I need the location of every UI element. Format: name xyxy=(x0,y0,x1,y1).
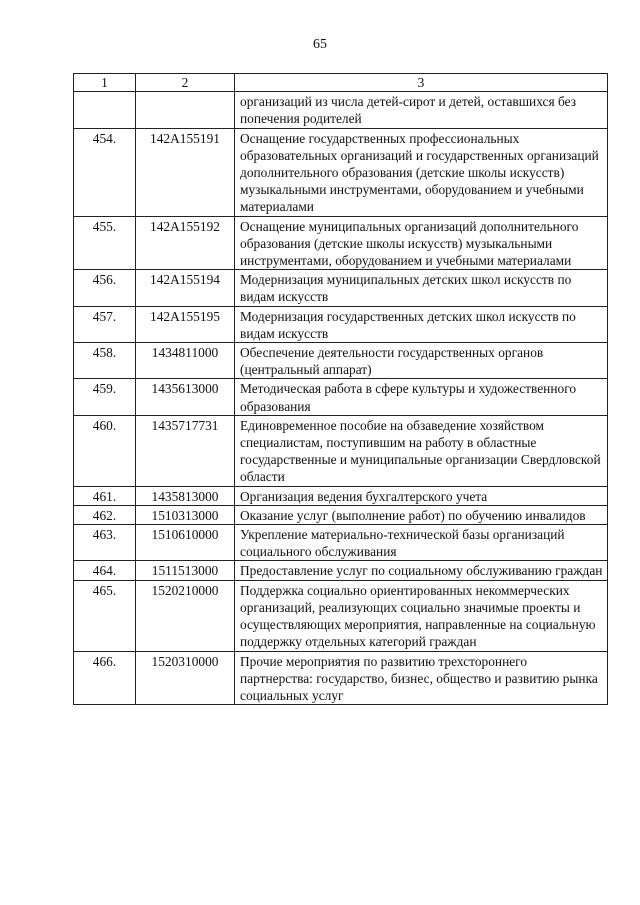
column-header-number: 1 xyxy=(74,74,136,92)
row-number-cell: 466. xyxy=(74,651,136,705)
row-code-cell xyxy=(136,92,235,128)
table-row xyxy=(74,651,608,705)
column-header-code: 2 xyxy=(136,74,235,92)
table-row xyxy=(74,379,608,415)
row-code-cell: 142A155191 xyxy=(136,128,235,216)
table-header-row xyxy=(74,74,608,92)
row-name-cell: Обеспечение деятельности государственных органов (центральный аппарат) xyxy=(235,343,608,379)
row-name-cell: Модернизация государственных детских школ искусств по видам искусств xyxy=(235,306,608,342)
row-name-cell: Методическая работа в сфере культуры и художественного образования xyxy=(235,379,608,415)
row-name-cell: Организация ведения бухгалтерского учета xyxy=(235,486,608,505)
row-number-cell: 458. xyxy=(74,343,136,379)
row-code-cell: 1511513000 xyxy=(136,561,235,580)
row-name-cell: Оснащение муниципальных организаций дополнительного образования (детские школы искусств) музыкальными инструментами, оборудованием и учебными материалами xyxy=(235,216,608,270)
row-name-cell: Оказание услуг (выполнение работ) по обучению инвалидов xyxy=(235,505,608,524)
row-number-cell: 456. xyxy=(74,270,136,306)
row-code-cell: 1435813000 xyxy=(136,486,235,505)
table-row xyxy=(74,92,608,128)
row-name-cell: Прочие мероприятия по развитию трехстороннего партнерства: государство, бизнес, общество и развитию рынка социальных услуг xyxy=(235,651,608,705)
row-name-cell: организаций из числа детей-сирот и детей, оставшихся без попечения родителей xyxy=(235,92,608,128)
row-number-cell: 457. xyxy=(74,306,136,342)
page-number: 65 xyxy=(313,37,327,52)
table-row xyxy=(74,128,608,216)
row-code-cell: 142A155192 xyxy=(136,216,235,270)
row-name-cell: Поддержка социально ориентированных некоммерческих организаций, реализующих социально значимые проекты и осуществляющих мероприятия, направленные на социальную поддержку отдельных категорий граждан xyxy=(235,580,608,651)
row-number-cell: 462. xyxy=(74,505,136,524)
row-name-cell: Модернизация муниципальных детских школ искусств по видам искусств xyxy=(235,270,608,306)
row-number-cell: 459. xyxy=(74,379,136,415)
column-header-name: 3 xyxy=(235,74,608,92)
row-code-cell: 1520310000 xyxy=(136,651,235,705)
table-body xyxy=(74,92,608,705)
row-number-cell: 464. xyxy=(74,561,136,580)
table-row xyxy=(74,306,608,342)
row-name-cell: Единовременное пособие на обзаведение хозяйством специалистам, поступившим на работу в областные государственные и муниципальные организации Свердловской области xyxy=(235,415,608,486)
table-row xyxy=(74,270,608,306)
row-code-cell: 1435613000 xyxy=(136,379,235,415)
table-row xyxy=(74,343,608,379)
row-number-cell xyxy=(74,92,136,128)
table-row xyxy=(74,505,608,524)
table-row xyxy=(74,525,608,561)
table-row xyxy=(74,580,608,651)
row-name-cell: Предоставление услуг по социальному обслуживанию граждан xyxy=(235,561,608,580)
row-number-cell: 455. xyxy=(74,216,136,270)
row-code-cell: 142A155195 xyxy=(136,306,235,342)
row-number-cell: 461. xyxy=(74,486,136,505)
table-row xyxy=(74,415,608,486)
row-code-cell: 1510610000 xyxy=(136,525,235,561)
row-code-cell: 1434811000 xyxy=(136,343,235,379)
row-code-cell: 1510313000 xyxy=(136,505,235,524)
row-number-cell: 465. xyxy=(74,580,136,651)
table-row xyxy=(74,486,608,505)
row-number-cell: 454. xyxy=(74,128,136,216)
row-code-cell: 142A155194 xyxy=(136,270,235,306)
row-name-cell: Оснащение государственных профессиональных образовательных организаций и государственных организаций дополнительного образования (детские школы искусств) музыкальными инструментами, оборудованием и учебными материалами xyxy=(235,128,608,216)
row-code-cell: 1520210000 xyxy=(136,580,235,651)
row-code-cell: 1435717731 xyxy=(136,415,235,486)
budget-code-table xyxy=(73,73,608,705)
table-row xyxy=(74,561,608,580)
table-row xyxy=(74,216,608,270)
row-name-cell: Укрепление материально-технической базы организаций социального обслуживания xyxy=(235,525,608,561)
row-number-cell: 460. xyxy=(74,415,136,486)
row-number-cell: 463. xyxy=(74,525,136,561)
